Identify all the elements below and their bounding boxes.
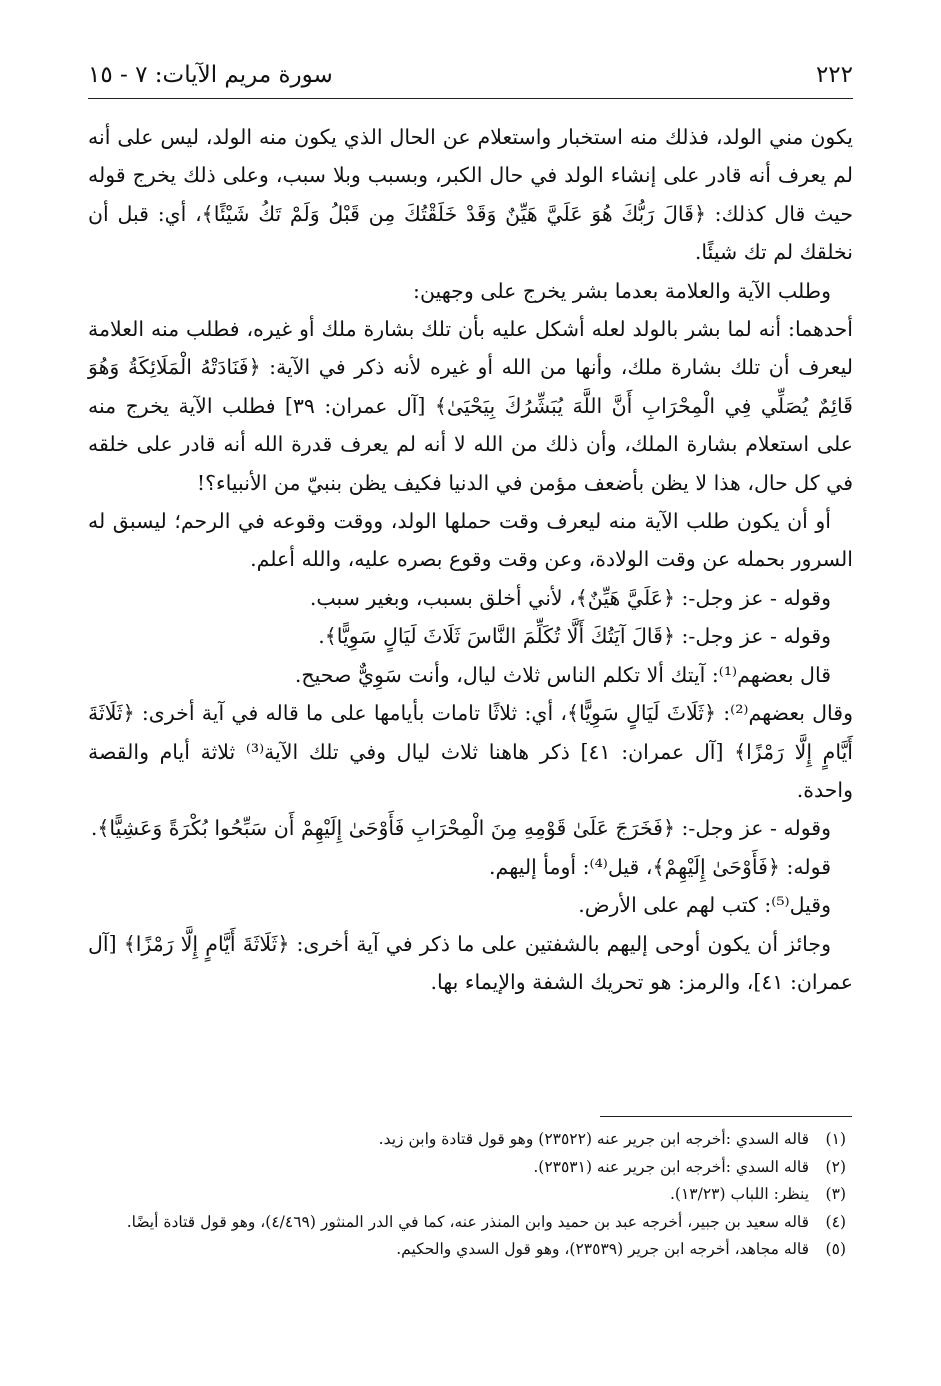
paragraph: قال بعضهم⁽¹⁾: آيتك ألا تكلم الناس ثلاث ليال، وأنت سَوِيٌّ صحيح. xyxy=(294,662,831,687)
footnote xyxy=(88,1181,846,1209)
paragraph: وطلب الآية والعلامة بعدما بشر يخرج على وجهين: xyxy=(413,278,831,303)
header-divider xyxy=(88,98,853,99)
footnote-number: (٣) xyxy=(825,1185,846,1203)
paragraph: وقيل⁽⁵⁾: كتب لهم على الأرض. xyxy=(578,893,831,918)
paragraph: وقوله - عز وجل-: ﴿فَخَرَجَ عَلَىٰ قَوْمِهِ مِنَ الْمِحْرَابِ فَأَوْحَىٰ إِلَيْهِمْ أَن سَبِّحُوا بُكْرَةً وَعَشِيًّا﴾. xyxy=(90,816,831,841)
footnote xyxy=(88,1126,846,1154)
footnote-text: قاله السدي :أخرجه ابن جرير عنه (٢٣٥٣١). xyxy=(533,1157,810,1176)
page-header xyxy=(88,60,853,96)
footnotes xyxy=(88,1126,846,1264)
footnote-number: (٢) xyxy=(825,1157,846,1176)
footnote-number: (٤) xyxy=(825,1212,846,1231)
paragraph: أحدهما: أنه لما بشر بالولد لعله أشكل عليه بأن تلك بشارة ملك أو غيره، فطلب منه العلامة ليعرف أن تلك بشارة ملك، وأنها من الله أو غيره لأنه ذكر في الآية: ﴿فَنَادَتْهُ الْمَلَائِكَةُ وَهُوَ قَائِمٌ يُصَلِّي فِي الْمِحْرَابِ أَنَّ اللَّهَ يُبَشِّرُكَ بِيَحْيَىٰ﴾ [آل عمران: ٣٩] فطلب الآية يخرج منه على استعلام بشارة الملك، وأن ذلك من الله لا أنه لم يعرف قدرة الله أنه قادر على خلقه في كل حال، هذا لا يظن بأضعف مؤمن في الدنيا فكيف يظن بنبيّ من الأنبياء؟! xyxy=(88,317,853,495)
running-title: سورة مريم الآيات: ٧ - ١٥ xyxy=(88,62,333,88)
footnote-number: (٥) xyxy=(825,1240,846,1258)
footnote-text: قاله السدي :أخرجه ابن جرير عنه (٢٣٥٢٢) وهو قول قتادة وابن زيد. xyxy=(378,1130,810,1148)
paragraph: يكون مني الولد، فذلك منه استخبار واستعلام عن الحال الذي يكون منه الولد، ليس على أنه لم يعرف أنه قادر على إنشاء الولد في حال الكبر، وبسبب وبلا سبب، وعلى ذلك يخرج قوله حيث قال كذلك: ﴿قَالَ رَبُّكَ هُوَ عَلَيَّ هَيِّنٌ وَقَدْ خَلَقْتُكَ مِن قَبْلُ وَلَمْ تَكُ شَيْئًا﴾، أي: قبل أن نخلقك لم تك شيئًا. xyxy=(88,125,853,265)
paragraph: وقال بعضهم⁽²⁾: ﴿ثَلَاثَ لَيَالٍ سَوِيًّا﴾، أي: ثلاثًا تامات بأيامها على ما قاله في آية أخرى: ﴿ثَلَاثَةَ أَيَّامٍ إِلَّا رَمْزًا﴾ [آل عمران: ٤١] ذكر هاهنا ثلاث ليال وفي تلك الآية⁽³⁾ ثلاثة أيام والقصة واحدة. xyxy=(88,701,853,802)
paragraph: قوله: ﴿فَأَوْحَىٰ إِلَيْهِمْ﴾، قيل⁽⁴⁾: أومأ إليهم. xyxy=(489,854,831,879)
footnote-divider xyxy=(600,1116,852,1117)
page-number: ٢٢٢ xyxy=(815,62,853,88)
paragraph: وجائز أن يكون أوحى إليهم بالشفتين على ما ذكر في آية أخرى: ﴿ثَلَاثَةَ أَيَّامٍ إِلَّا رَمْزًا﴾ [آل عمران: ٤١]، والرمز: هو تحريك الشفة والإيماء بها. xyxy=(88,931,853,994)
footnote-text: ينظر: اللباب (١٣/٢٣). xyxy=(670,1185,810,1203)
footnote xyxy=(88,1236,846,1264)
footnote-text: قاله مجاهد، أخرجه ابن جرير (٢٣٥٣٩)، وهو قول السدي والحكيم. xyxy=(396,1240,810,1258)
footnote xyxy=(88,1154,846,1182)
footnote-text: قاله سعيد بن جبير، أخرجه عبد بن حميد وابن المنذر عنه، كما في الدر المنثور (٤/٤٦٩)، وهو قول قتادة أيضًا. xyxy=(126,1212,810,1231)
footnote-number: (١) xyxy=(825,1130,846,1148)
paragraph: وقوله - عز وجل-: ﴿قَالَ آيَتُكَ أَلَّا تُكَلِّمَ النَّاسَ ثَلَاثَ لَيَالٍ سَوِيًّا﴾. xyxy=(318,624,831,649)
footnote xyxy=(88,1209,846,1237)
paragraph: أو أن يكون طلب الآية منه ليعرف وقت حملها الولد، ووقت وقوعه في الرحم؛ ليسبق له السرور بحمله عن وقت الولادة، وعن وقت وقوع بصره عليه، والله أعلم. xyxy=(88,509,853,572)
main-text xyxy=(88,118,853,1001)
paragraph: وقوله - عز وجل-: ﴿عَلَيَّ هَيِّنٌ﴾، لأني أخلق بسبب، وبغير سبب. xyxy=(309,585,831,610)
